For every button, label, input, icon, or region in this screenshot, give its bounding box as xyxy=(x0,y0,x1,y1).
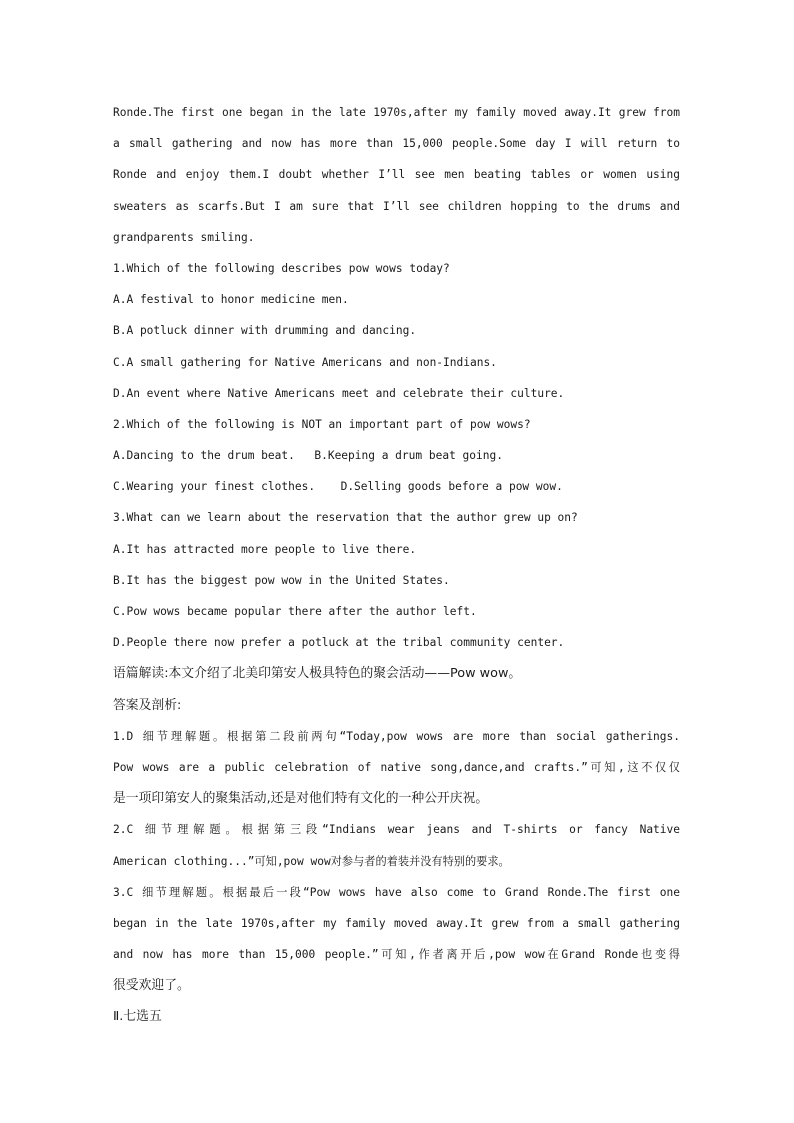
passage-line: sweaters as scarfs.But I am sure that I’ll see children hopping to the drums and xyxy=(113,199,680,213)
explanation-line: and now has more than 15,000 people.”可知,作者离开后,pow wow在Grand Ronde也变得 xyxy=(113,948,680,962)
explanation-line: began in the late 1970s,after my family moved away.It grew from a small gathering xyxy=(113,916,680,930)
answer-option: B.A potluck dinner with drumming and dancing. xyxy=(113,324,417,338)
explanation-line: 3.C 细节理解题。根据最后一段“Pow wows have also come to Grand Ronde.The first one xyxy=(113,885,680,899)
answer-option: A.It has attracted more people to live there. xyxy=(113,542,417,556)
answer-explanation-1 xyxy=(113,721,680,815)
next-section-heading: Ⅱ.七选五 xyxy=(113,1009,162,1025)
answer-option: C.Wearing your finest clothes. xyxy=(113,480,316,494)
answer-option: D.An event where Native Americans meet and celebrate their culture. xyxy=(113,386,565,400)
explanation-line: 是一项印第安人的聚集活动,还是对他们特有文化的一种公开庆祝。 xyxy=(113,791,489,807)
passage-line: a small gathering and now has more than 15,000 people.Some day I will return to xyxy=(113,137,680,151)
question-stem: 3.What can we learn about the reservation that the author grew up on? xyxy=(113,511,578,525)
document-page xyxy=(113,97,680,1033)
answer-option: A.Dancing to the drum beat. xyxy=(113,449,295,463)
passage-tail xyxy=(113,97,680,253)
answer-explanation-3 xyxy=(113,877,680,1002)
answer-option-row xyxy=(113,471,680,502)
question-2 xyxy=(113,409,680,503)
passage-line: Ronde and enjoy them.I doubt whether I’ll see men beating tables or women using xyxy=(113,168,680,182)
explanation-line: 2.C 细节理解题。根据第三段“Indians wear jeans and T-shirts or fancy Native xyxy=(113,823,680,837)
answer-option: C.A small gathering for Native Americans and non-Indians. xyxy=(113,355,497,369)
explanation-line: American clothing...”可知,pow wow对参与者的着装并没有特别的要求。 xyxy=(113,854,510,868)
question-3 xyxy=(113,502,680,658)
answer-option: A.A festival to honor medicine men. xyxy=(113,293,349,307)
explanation-line: Pow wows are a public celebration of native song,dance,and crafts.”可知,这不仅仅 xyxy=(113,760,680,774)
question-stem: 1.Which of the following describes pow wows today? xyxy=(113,261,450,275)
answer-option: D.People there now prefer a potluck at the tribal community center. xyxy=(113,636,565,650)
answer-option: B.It has the biggest pow wow in the United States. xyxy=(113,573,450,587)
passage-line: Ronde.The first one began in the late 1970s,after my family moved away.It grew from xyxy=(113,106,680,119)
answer-option: D.Selling goods before a pow wow. xyxy=(340,480,563,494)
explanation-line: 1.D 细节理解题。根据第二段前两句“Today,pow wows are more than social gatherings. xyxy=(113,729,680,743)
answers-heading: 答案及剖析: xyxy=(113,697,182,713)
answer-option-row xyxy=(113,440,680,471)
explanation-line: 很受欢迎了。 xyxy=(113,978,190,994)
question-1 xyxy=(113,253,680,409)
passage-line: grandparents smiling. xyxy=(113,230,255,244)
answer-explanation-2 xyxy=(113,814,680,876)
passage-interpretation: 语篇解读:本文介绍了北美印第安人极具特色的聚会活动——Pow wow。 xyxy=(113,666,522,682)
question-stem: 2.Which of the following is NOT an important part of pow wows? xyxy=(113,417,531,431)
answer-option: B.Keeping a drum beat going. xyxy=(314,449,503,463)
answer-option: C.Pow wows became popular there after the author left. xyxy=(113,605,477,618)
